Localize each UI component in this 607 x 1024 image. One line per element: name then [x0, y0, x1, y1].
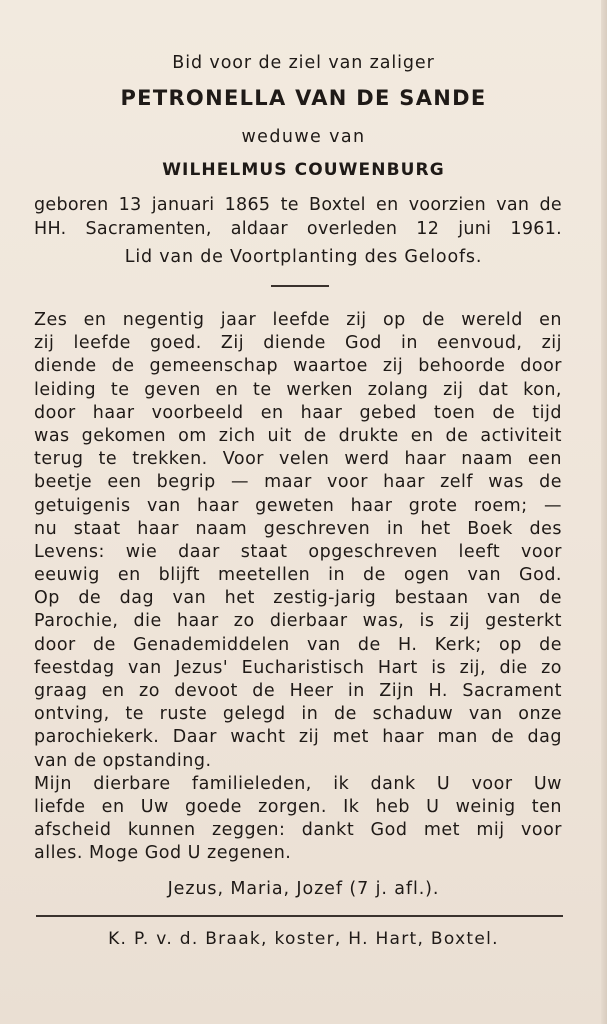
text-line: feestdag van Jezus' Eucharistisch Hart is zij, die zo — [34, 657, 562, 678]
text-line: van de opstanding. — [34, 750, 212, 771]
text-line: Levens: wie daar staat opgeschreven leeft voor — [34, 541, 562, 562]
birth-line-1: geboren 13 januari 1865 te Boxtel en voorzien van de — [34, 195, 562, 215]
text-line: leiding te geven en te werken zolang zij dat kon, — [34, 379, 562, 400]
text-line: Op de dag van het zestig-jarig bestaan van de — [34, 588, 562, 609]
text-line: Mijn dierbare familieleden, ik dank U voor Uw — [34, 773, 562, 794]
printer-credit: K. P. v. d. Braak, koster, H. Hart, Boxtel. — [108, 929, 499, 949]
text-line: beetje een begrip — maar voor haar zelf was de — [34, 472, 562, 493]
text-line: liefde en Uw goede zorgen. Ik heb U weinig ten — [34, 796, 562, 817]
card-edge — [601, 0, 607, 1024]
memorial-text — [34, 309, 562, 866]
widow-of-line: weduwe van — [241, 127, 366, 147]
closing-prayer: Jezus, Maria, Jozef (7 j. afl.). — [167, 879, 440, 899]
text-line: getuigenis van haar geweten haar grote roem; — — [34, 495, 562, 516]
membership-line: Lid van de Voortplanting des Geloofs. — [124, 247, 483, 267]
text-line: alles. Moge God U zegenen. — [34, 843, 292, 864]
text-line: terug te trekken. Voor velen werd haar naam een — [34, 449, 562, 470]
short-divider — [271, 285, 329, 287]
text-line: Parochie, die haar zo dierbaar was, is zij gesterkt — [34, 611, 562, 632]
text-line: was gekomen om zich uit de drukte en de activiteit — [34, 425, 562, 446]
deceased-name: PETRONELLA VAN DE SANDE — [120, 86, 487, 110]
text-line: nu staat haar naam geschreven in het Boek des — [34, 518, 562, 539]
birth-line-2: HH. Sacramenten, aldaar overleden 12 juni 1961. — [34, 219, 562, 239]
text-line: eeuwig en blijft meetellen in de ogen van God. — [34, 565, 562, 586]
text-line: afscheid kunnen zeggen: dankt God met mij voor — [34, 820, 562, 841]
text-line: Zes en negentig jaar leefde zij op de wereld en — [34, 310, 562, 330]
text-line: ontving, te ruste gelegd in de schaduw van onze — [34, 704, 562, 725]
text-line: door haar voorbeeld en haar gebed toen de tijd — [34, 402, 562, 423]
text-line: diende de gemeenschap waartoe zij behoorde door — [34, 356, 562, 377]
birth-death-info — [34, 193, 562, 241]
text-line: door de Genademiddelen van de H. Kerk; op de — [34, 634, 562, 655]
text-line: graag en zo devoot de Heer in Zijn H. Sacrament — [34, 681, 562, 701]
husband-name: WILHELMUS COUWENBURG — [162, 160, 445, 180]
prayer-line: Bid voor de ziel van zaliger — [172, 53, 435, 73]
long-divider — [36, 915, 563, 917]
text-line: parochiekerk. Daar wacht zij met haar man de dag — [34, 727, 562, 748]
text-line: zij leefde goed. Zij diende God in eenvoud, zij — [34, 333, 562, 354]
